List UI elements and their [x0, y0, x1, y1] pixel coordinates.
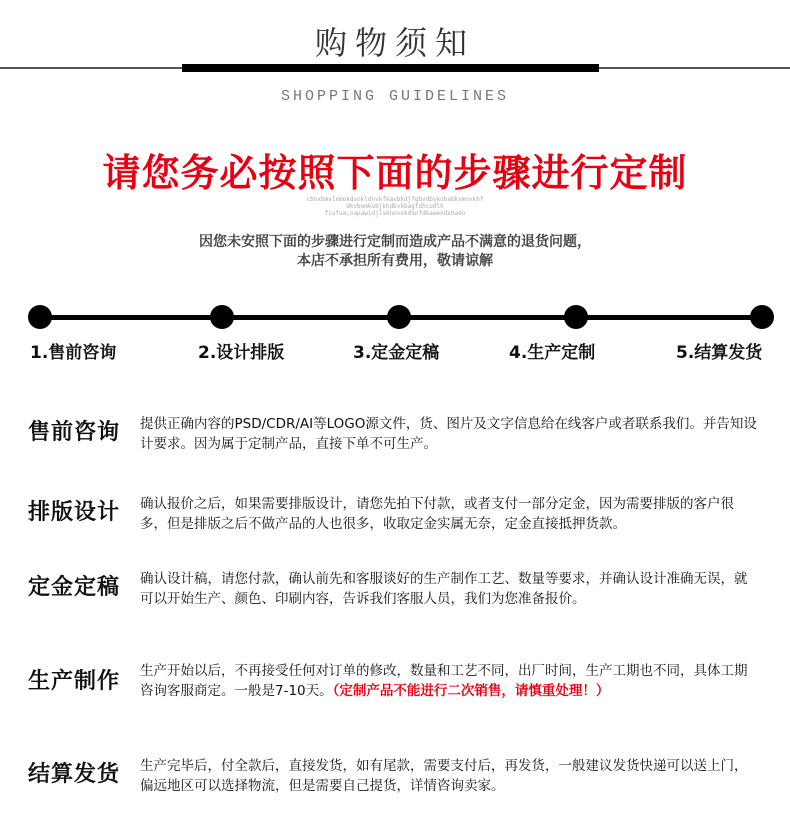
timeline-dot: [210, 305, 234, 329]
timeline-dot: [750, 305, 774, 329]
filler-line: cbnxbmslxmokdsokldnvkfkavbkdjfgbvdbvkohabkvmnvkhf: [306, 196, 484, 203]
timeline-dot: [387, 305, 411, 329]
filler-text: [0, 196, 790, 217]
section-body: 确认设计稿，请您付款，确认前先和客服谈好的生产制作工艺、数量等要求，并确认设计准确无误，就可以开始生产、颜色、印刷内容，告诉我们客服人员，我们为您准备报价。: [140, 571, 748, 607]
section-title: 排版设计: [28, 500, 121, 525]
section-body-text: 生产开始以后，不再接受任何对订单的修改，数量和工艺不同，出厂时间，生产工期也不同，具体工期咨询客服商定。一般是7-10天。: [140, 663, 748, 699]
timeline-dot: [564, 305, 588, 329]
notice-line: 因您未安照下面的步骤进行定制而造成产品不满意的退货问题，: [199, 234, 591, 250]
section-title: 生产制作: [28, 669, 121, 694]
timeline-step-2: 2.设计排版: [198, 343, 285, 363]
section-body: 生产完毕后，付全款后，直接发货，如有尾款，需要支付后，再发货，一般建议发货快递可以送上门，偏远地区可以选择物流，但是需要自己提货，详情咨询卖家。: [140, 758, 748, 794]
section-title: 结算发货: [28, 762, 121, 787]
timeline-dot: [28, 305, 52, 329]
page-title: 购物须知: [314, 24, 475, 62]
timeline-step-3: 3.定金定稿: [353, 343, 440, 363]
notice: [0, 233, 790, 271]
filler-line: dkvbomkvbjkhdbvkbagfdhcudlh: [346, 203, 444, 210]
timeline-step-1: 1.售前咨询: [30, 343, 117, 363]
warning-text: （定制产品不能进行二次销售，请慎重处理！）: [332, 683, 610, 699]
section-body: 提供正确内容的PSD/CDR/AI等LOGO源文件，货、图片及文字信息给在线客户或者联系我们。并告知设计要求。因为属于定制产品，直接下单不可生产。: [140, 416, 757, 452]
headline: 请您务必按照下面的步骤进行定制: [102, 151, 688, 195]
notice-line: 本店不承担所有费用，敬请谅解: [297, 253, 493, 269]
timeline-step-4: 4.生产定制: [509, 343, 596, 363]
section-title: 定金定稿: [28, 575, 121, 600]
title-divider-thick: [182, 64, 599, 72]
timeline-step-5: 5.结算发货: [676, 343, 763, 363]
section-body: 确认报价之后，如果需要排版设计，请您先拍下付款，或者支付一部分定金，因为需要排版的客户很多，但是排版之后不做产品的人也很多，收取定金实属无奈，定金直接抵押货款。: [140, 496, 734, 532]
section-body: [140, 661, 760, 701]
section-title: 售前咨询: [28, 420, 121, 445]
filler-line: fiufua;oapawidjlsknovnkdsnfdkawendshado: [324, 210, 466, 217]
page-subtitle: SHOPPING GUIDELINES: [280, 88, 510, 105]
